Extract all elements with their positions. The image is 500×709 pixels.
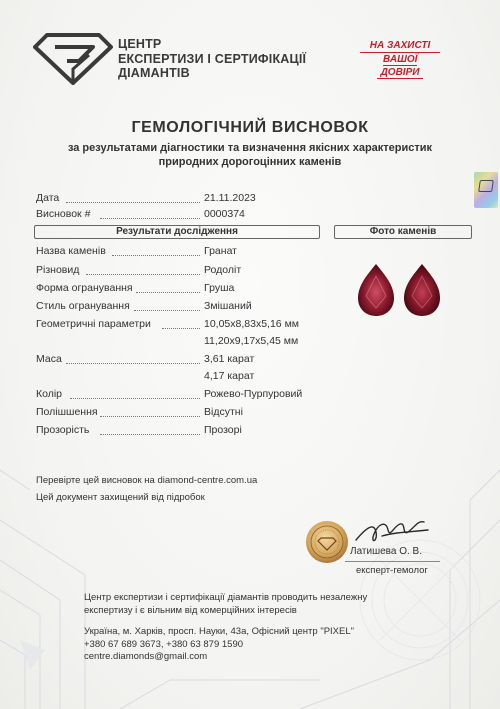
date-label: Дата bbox=[36, 192, 60, 204]
field-value: 4,17 карат bbox=[204, 370, 255, 382]
badge-line-2: ВАШОЇ bbox=[383, 54, 418, 65]
dotted-leader bbox=[66, 202, 200, 203]
page-subtitle bbox=[20, 141, 480, 169]
field-value: Родоліт bbox=[204, 264, 242, 276]
dotted-leader bbox=[86, 274, 200, 275]
field-label: Прозорість bbox=[36, 424, 90, 436]
address-text: Україна, м. Харків, просп. Науки, 43а, Офісний центр "PIXEL" bbox=[84, 626, 355, 637]
verify-line bbox=[36, 475, 257, 486]
signer-role: експерт-гемолог bbox=[356, 565, 428, 576]
field-value: Змішаний bbox=[204, 300, 252, 312]
cert-number-label: Висновок # bbox=[36, 208, 91, 220]
dotted-leader bbox=[134, 310, 200, 311]
field-value: 10,05x8,83x5,16 мм bbox=[204, 318, 300, 330]
pear-gem-icon bbox=[402, 262, 442, 318]
dotted-leader bbox=[66, 363, 200, 364]
cert-number-value: 0000374 bbox=[204, 208, 245, 220]
results-section-header: Результати дослідження bbox=[34, 225, 320, 239]
field-value: Гранат bbox=[204, 245, 237, 257]
disclaimer bbox=[84, 592, 367, 617]
email-link[interactable]: centre.diamonds@gmail.com bbox=[84, 651, 208, 662]
org-name bbox=[118, 37, 306, 81]
org-name-line-2: ЕКСПЕРТИЗИ І СЕРТИФІКАЦІЇ bbox=[118, 51, 307, 66]
dotted-leader bbox=[136, 292, 200, 293]
field-label: Полішшення bbox=[36, 406, 98, 418]
field-label: Стиль огранування bbox=[36, 300, 130, 312]
subtitle-line-1: за результатами діагностики та визначення якісних характеристик bbox=[67, 142, 433, 154]
certificate-seal-icon bbox=[305, 520, 349, 564]
org-name-line-3: ДІАМАНТІВ bbox=[118, 66, 190, 80]
date-value: 21.11.2023 bbox=[204, 192, 256, 204]
diamond-logo-icon bbox=[33, 33, 113, 85]
org-name-line-1: ЦЕНТР bbox=[118, 37, 162, 51]
field-label: Форма огранування bbox=[36, 282, 133, 294]
dotted-leader bbox=[162, 328, 200, 329]
disclaimer-line-1: Центр експертизи і сертифікації діамантів проводить незалежну bbox=[84, 592, 368, 603]
field-value: Відсутні bbox=[204, 406, 243, 418]
disclaimer-line-2: експертизу і є вільним від комерційних інтересів bbox=[84, 604, 297, 616]
phones-text: +380 67 689 3673, +380 63 879 1590 bbox=[84, 638, 244, 650]
field-label: Назва каменів bbox=[36, 245, 106, 257]
field-value: Рожево-Пурпуровий bbox=[204, 388, 303, 400]
pear-gem-icon bbox=[356, 262, 396, 318]
dotted-leader bbox=[100, 416, 200, 417]
dotted-leader bbox=[112, 255, 200, 256]
page-title: ГЕМОЛОГІЧНИЙ ВИСНОВОК bbox=[131, 119, 369, 136]
field-label: Геометричні параметри bbox=[36, 318, 151, 330]
field-value: 3,61 карат bbox=[204, 353, 255, 365]
contact-block bbox=[84, 626, 354, 664]
field-label: Різновид bbox=[36, 264, 80, 276]
field-label: Маса bbox=[36, 353, 62, 365]
verify-text: Перевірте цей висновок на bbox=[36, 475, 155, 486]
trust-badge bbox=[360, 40, 440, 78]
dotted-leader bbox=[100, 434, 200, 435]
dotted-leader bbox=[100, 218, 200, 219]
field-value: Прозорі bbox=[204, 424, 242, 436]
badge-line-1: НА ЗАХИСТІ bbox=[360, 40, 440, 53]
verify-site-link[interactable]: diamond-centre.com.ua bbox=[157, 475, 258, 486]
field-label: Колір bbox=[36, 388, 63, 400]
field-value: Груша bbox=[204, 282, 235, 294]
badge-line-3: ДОВІРИ bbox=[377, 67, 423, 79]
hologram-diamond-icon bbox=[478, 180, 494, 192]
photo-section-header: Фото каменів bbox=[334, 225, 472, 239]
subtitle-line-2: природних дорогоцінних каменів bbox=[158, 156, 342, 168]
dotted-leader bbox=[70, 398, 200, 399]
signer-name: Латишева О. В. bbox=[350, 546, 422, 557]
signature-image bbox=[352, 510, 432, 550]
protected-text: Цей документ захищений від підробок bbox=[36, 492, 205, 503]
signature-divider bbox=[345, 561, 440, 562]
field-value: 11,20x9,17x5,45 мм bbox=[204, 335, 299, 347]
